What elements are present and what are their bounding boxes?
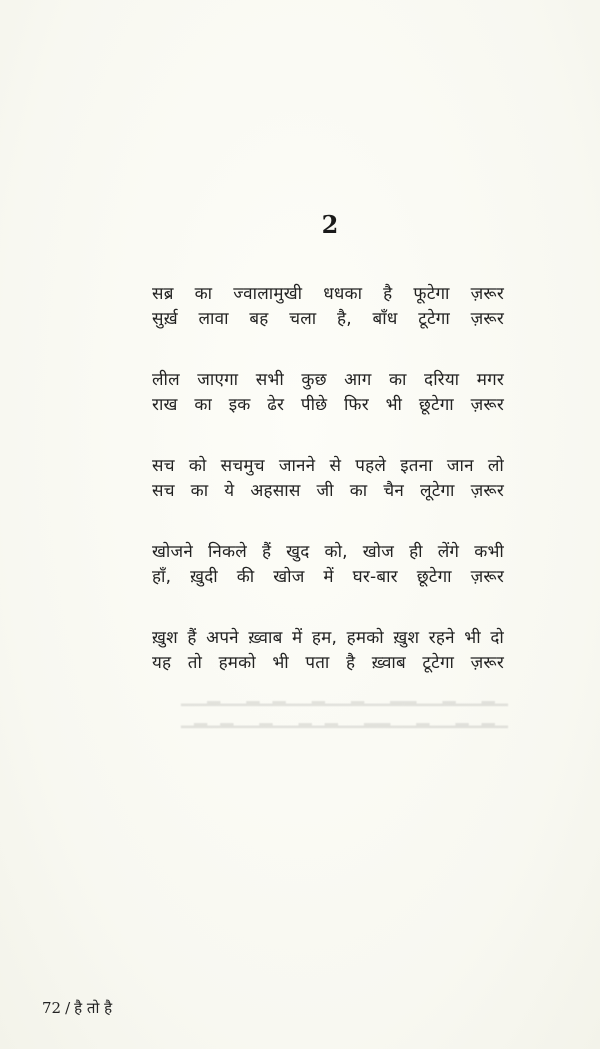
poem-line: सच को सचमुच जानने से पहले इतना जान लो <box>152 456 504 476</box>
page-number: 72 <box>42 999 62 1017</box>
poem-body <box>152 282 504 712</box>
poem-number: 2 <box>321 210 339 239</box>
stanza-4 <box>152 540 504 590</box>
poem-line: सब्र का ज्वालामुखी धधका है फूटेगा ज़रूर <box>152 284 504 304</box>
page-footer <box>42 998 112 1018</box>
poem-line: लील जाएगा सभी कुछ आग का दरिया मगर <box>152 370 504 390</box>
stanza-1 <box>152 282 504 332</box>
poem-line: सुर्ख़ लावा बह चला है, बाँध टूटेगा ज़रूर <box>152 309 504 329</box>
poem-line: राख का इक ढेर पीछे फिर भी छूटेगा ज़रूर <box>152 395 504 415</box>
poem-line: हाँ, ख़ुदी की खोज में घर-बार छूटेगा ज़रूर <box>152 567 504 587</box>
poem-line: ख़ुश हैं अपने ख़्वाब में हम, हमको ख़ुश रहने भी दो <box>152 628 504 648</box>
bleed-through-text: ▁▂▁▁▂▁▁▂▂▁▁▂▁▁▂▁▁▂▁▂▁▁▂▁▁ ▁▂▁▂▁▁▂▁▁▂▂▁▁▂▁▂▁▁▂▁▁▂▁▂▁ <box>181 687 508 729</box>
book-title: है तो है <box>74 999 113 1017</box>
footer-separator: / <box>65 999 71 1017</box>
stanza-2 <box>152 368 504 418</box>
stanza-3 <box>152 454 504 504</box>
stanza-5 <box>152 626 504 676</box>
poem-line: खोजने निकले हैं खुद को, खोज ही लेंगे कभी <box>152 542 505 562</box>
poem-line: यह तो हमको भी पता है ख़्वाब टूटेगा ज़रूर <box>152 653 504 673</box>
poem-line: सच का ये अहसास जी का चैन लूटेगा ज़रूर <box>152 481 504 501</box>
